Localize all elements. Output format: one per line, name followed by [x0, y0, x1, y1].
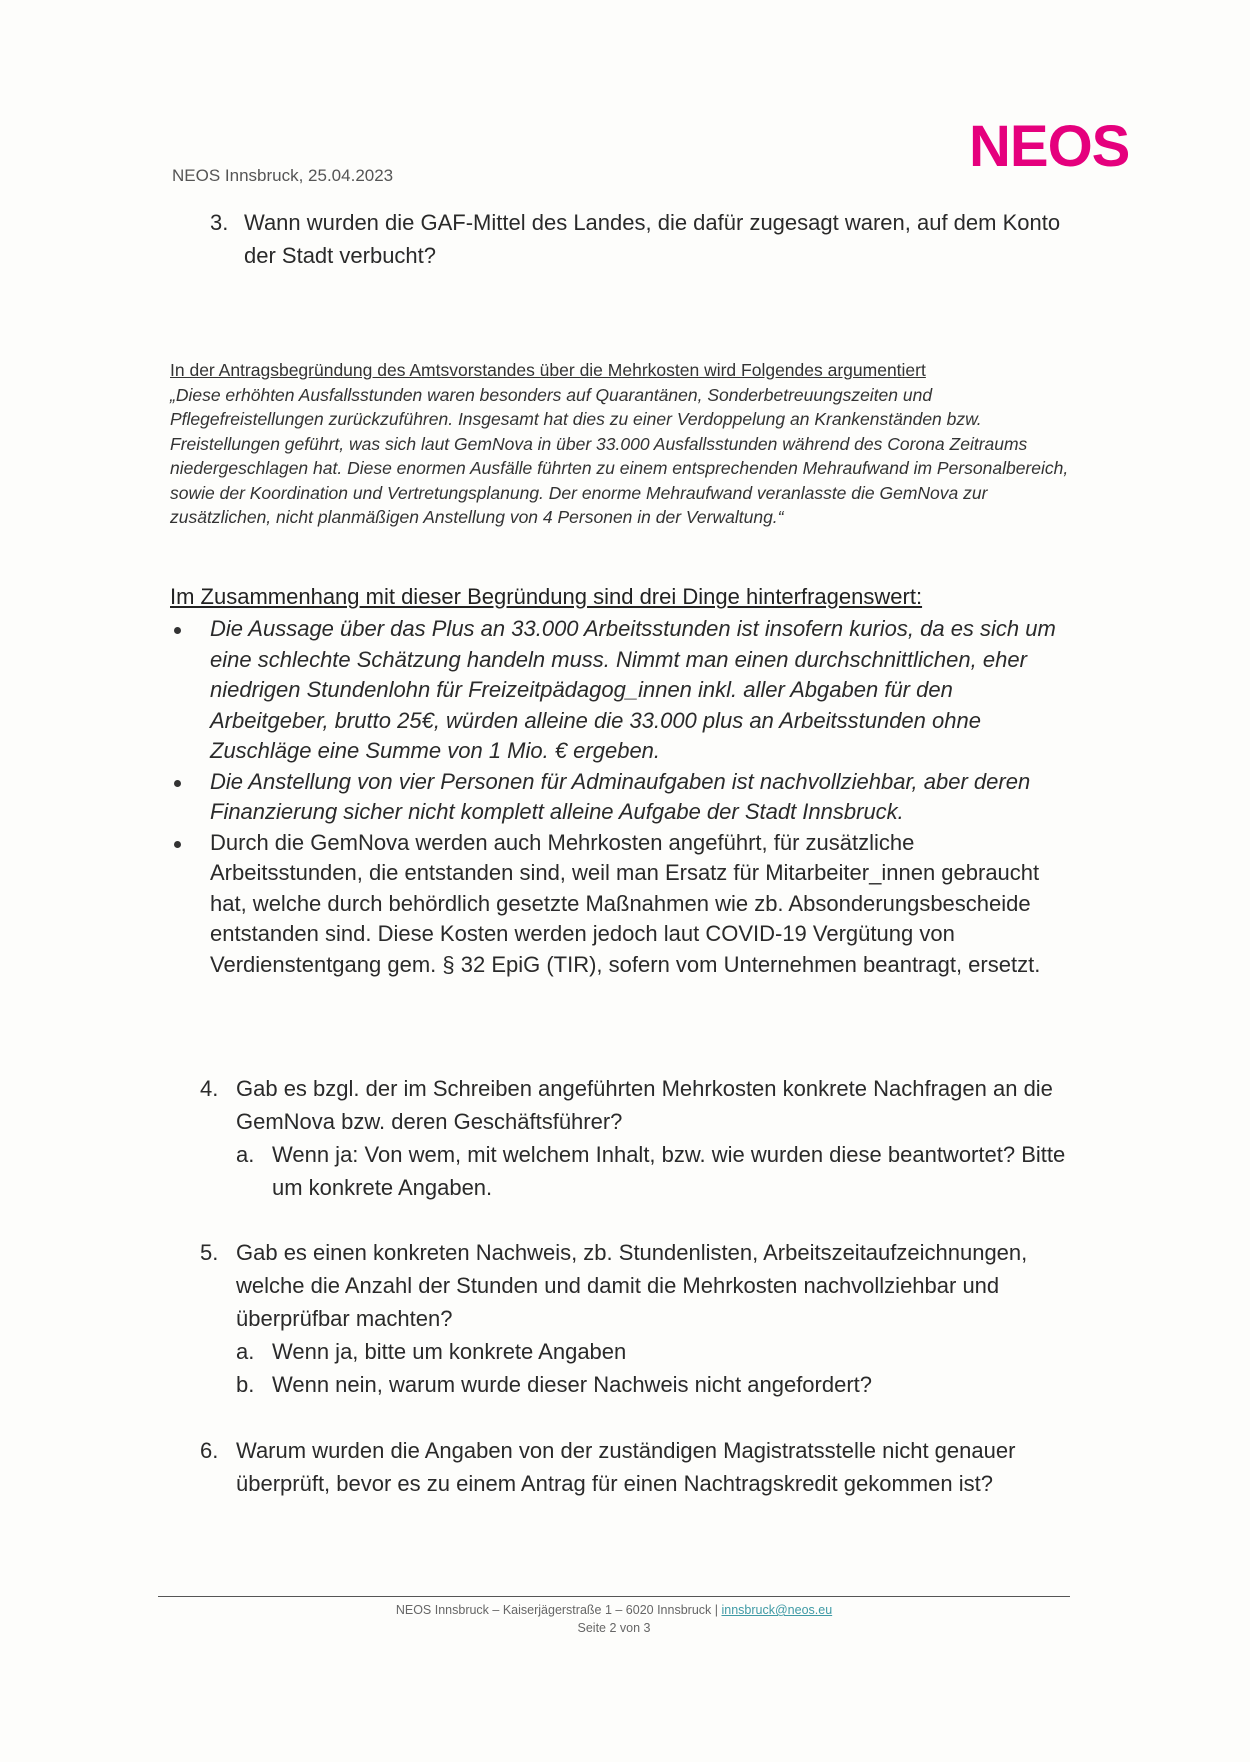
bullet-text: Die Aussage über das Plus an 33.000 Arbeitsstunden ist insofern kurios, da es sich um eine schlechte Schätzung handeln muss. Nimmt man einen durchschnittlichen, eher niedrigen Stundenlohn für Freizeitpädagog_innen inkl. aller Abgaben für den Arbeitgeber, brutto 25€, würden alleine die 33.000 plus an Arbeitsstunden ohne Zuschläge eine Summe von 1 Mio. € ergeben.	[210, 616, 1056, 763]
intro-lead: In der Antragsbegründung des Amtsvorstandes über die Mehrkosten wird Folgendes argumentiert	[170, 360, 926, 380]
intro-paragraph	[170, 358, 1070, 530]
question-text: Warum wurden die Angaben von der zuständigen Magistratsstelle nicht genauer überprüft, bevor es zu einem Antrag für einen Nachtragskredit gekommen ist?	[236, 1438, 1016, 1496]
bullet-list	[170, 614, 1070, 980]
sub-question	[236, 1335, 1080, 1368]
question-4	[200, 1072, 1080, 1204]
bullet-text: Die Anstellung von vier Personen für Adminaufgaben ist nachvollziehbar, aber deren Finanzierung sicher nicht komplett alleine Aufgabe der Stadt Innsbruck.	[210, 768, 1031, 824]
sub-question-letter: a.	[236, 1142, 255, 1167]
question-number: 6.	[200, 1438, 219, 1463]
question-number: 5.	[200, 1240, 219, 1265]
question-text: Wann wurden die GAF-Mittel des Landes, die dafür zugesagt waren, auf dem Konto der Stadt verbucht?	[244, 210, 1061, 268]
question-number: 3.	[210, 210, 229, 235]
page-number: Seite 2 von 3	[577, 1621, 651, 1635]
bullet-dot-icon	[174, 841, 181, 848]
footer-address-line	[158, 1601, 1070, 1619]
footer-address: NEOS Innsbruck – Kaiserjägerstraße 1 – 6020 Innsbruck |	[395, 1603, 722, 1617]
sub-question-text: Wenn ja, bitte um konkrete Angaben	[272, 1339, 627, 1364]
bullet-text: Durch die GemNova werden auch Mehrkosten angeführt, für zusätzliche Arbeitsstunden, die entstanden sind, weil man Ersatz für Mitarbeiter_innen gebraucht hat, welche durch behördlich gesetzte Maßnahmen wie zb. Absonderungsbescheide entstanden sind. Diese Kosten werden jedoch laut COVID-19 Vergütung von Verdienstentgang gem. § 32 EpiG (TIR), sofern vom Unternehmen beantragt, ersetzt.	[210, 829, 1041, 977]
question-item	[200, 1434, 1080, 1500]
question-5	[200, 1236, 1080, 1401]
question-item	[200, 1072, 1080, 1138]
sub-question	[236, 1138, 1080, 1204]
section-subheading: Im Zusammenhang mit dieser Begründung sind drei Dinge hinterfragenswert:	[170, 584, 923, 609]
bullet-dot-icon	[174, 780, 181, 787]
question-item	[200, 1236, 1080, 1335]
bullet-item	[170, 767, 1070, 828]
intro-quote: „Diese erhöhten Ausfallsstunden waren besonders auf Quarantänen, Sonderbetreuungszeiten und Pflegefreistellungen zurückzuführen. Insgesamt hat dies zu einer Verdoppelung an Krankenständen bzw. Freistellungen geführt, was sich laut GemNova in über 33.000 Ausfallsstunden während des Corona Zeitraums niedergeschlagen hat. Diese enormen Ausfälle führten zu einem entsprechenden Mehraufwand im Personalbereich, sowie der Koordination und Vertretungsplanung. Der enorme Mehraufwand veranlasste die GemNova zur zusätzlichen, nicht planmäßigen Anstellung von 4 Personen in der Verwaltung.“	[170, 384, 1069, 527]
question-3	[210, 206, 1070, 272]
bullet-item	[170, 614, 1070, 767]
sub-question-text: Wenn nein, warum wurde dieser Nachweis nicht angefordert?	[272, 1372, 873, 1397]
question-number: 4.	[200, 1076, 219, 1101]
question-text: Gab es einen konkreten Nachweis, zb. Stundenlisten, Arbeitszeitaufzeichnungen, welche die Anzahl der Stunden und damit die Mehrkosten nachvollziehbar und überprüfbar machten?	[236, 1240, 1028, 1331]
sub-question	[236, 1368, 1080, 1401]
footer-divider	[158, 1596, 1070, 1597]
question-text: Gab es bzgl. der im Schreiben angeführten Mehrkosten konkrete Nachfragen an die GemNova bzw. deren Geschäftsführer?	[236, 1076, 1053, 1134]
header-date-line: NEOS Innsbruck, 25.04.2023	[172, 166, 394, 185]
bullet-dot-icon	[174, 627, 181, 634]
page-footer	[158, 1601, 1070, 1637]
question-6	[200, 1434, 1080, 1500]
footer-email-link[interactable]: innsbruck@neos.eu	[721, 1603, 833, 1617]
bullet-item	[170, 828, 1070, 981]
sub-question-letter: b.	[236, 1372, 255, 1397]
sub-question-letter: a.	[236, 1339, 255, 1364]
neos-logo: NEOS	[969, 114, 1130, 179]
sub-question-text: Wenn ja: Von wem, mit welchem Inhalt, bzw. wie wurden diese beantwortet? Bitte um konkrete Angaben.	[272, 1142, 1066, 1200]
